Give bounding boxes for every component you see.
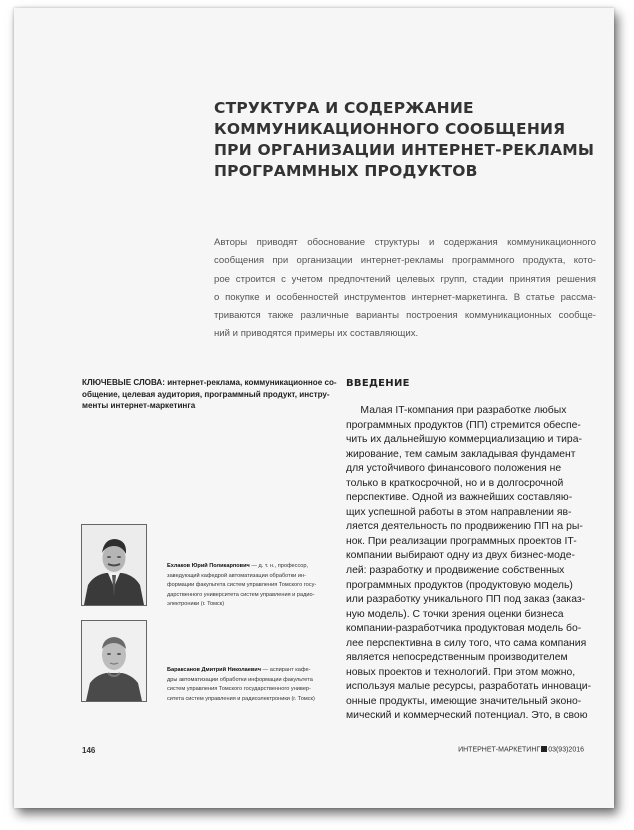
abstract-line: Авторы приводят обоснование структуры и содержания коммуникационного	[214, 237, 596, 248]
author-line: электроники (г. Томск)	[167, 601, 225, 608]
author-line	[167, 562, 337, 572]
body-line: онные продукты, имеющие значительный эконо-	[346, 695, 582, 707]
author-portrait-image	[82, 621, 146, 701]
body-line: ную модель). С точки зрения оценки бизнеса	[346, 608, 564, 620]
abstract-line: ний и приводятся примеры их составляющих.	[214, 328, 419, 340]
abstract-line: о покупке и особенностей инструментов интернет-маркетинга. В статье рассма-	[214, 291, 596, 303]
author-line: дарственного университета систем управления и радио-	[167, 591, 315, 598]
body-line: щих успешной работы в этом направлении яв-	[346, 506, 572, 518]
author-line: систем управления Томского государственного универ-	[167, 686, 311, 693]
body-line: перспективе. Одной из важнейших составляю-	[346, 492, 573, 504]
author-portrait-image	[82, 525, 146, 605]
author-photo-1	[81, 524, 147, 606]
square-separator-icon	[541, 746, 547, 752]
author-line	[167, 666, 337, 676]
keywords-line: КЛЮЧЕВЫЕ СЛОВА: интернет-реклама, коммуникационное со-	[82, 378, 337, 387]
article-abstract	[214, 234, 596, 344]
body-line: или разработку уникального ПП под заказ (заказ-	[346, 594, 586, 606]
body-line: компании выбирают одну из двух бизнес-моде-	[346, 550, 575, 562]
journal-issue: 03(93)2016	[548, 746, 584, 754]
body-line: программных продуктов (ПП) стремится обеспе-	[346, 419, 581, 431]
author-desc: — аспирант кафе-	[261, 667, 311, 673]
article-title	[214, 98, 594, 182]
author-info-1	[167, 562, 337, 610]
title-line: ПРИ ОРГАНИЗАЦИИ ИНТЕРНЕТ-РЕКЛАМЫ	[214, 141, 595, 159]
body-line: программных продуктов (продуктовую модель)	[346, 579, 573, 591]
abstract-line: сообщения при организации интернет-рекламы программного продукта, кото-	[214, 255, 596, 267]
abstract-line: рое строится с учетом предпочтений целевых групп, стадии принятия решения	[214, 273, 596, 285]
body-line: для устойчивого финансового положения не	[346, 463, 562, 475]
body-line: жирование, тем самым закладывая фундамент	[346, 448, 576, 460]
author-line: формации факультета систем управления Томского госу-	[167, 582, 317, 589]
author-info-2	[167, 666, 337, 704]
author-name: Бараксанов Дмитрий Николаевич	[167, 667, 261, 673]
body-line: используя малые ресурсы, разработать инноваци-	[346, 681, 592, 693]
author-desc: — д. т. н., профессор,	[249, 563, 309, 569]
section-heading: ВВЕДЕНИЕ	[346, 378, 410, 389]
author-photo-2	[81, 620, 147, 702]
title-line: СТРУКТУРА И СОДЕРЖАНИЕ	[214, 99, 474, 117]
author-line: заведующий кафедрой автоматизации обработки ин-	[167, 572, 306, 579]
journal-footer	[458, 746, 584, 754]
author-line: ситета систем управления и радиоэлектроники (г. Томск)	[167, 695, 315, 702]
body-line: только в краткосрочной, но и в долгосрочной	[346, 477, 564, 489]
body-line: лей: разработку и продвижение собственных	[346, 565, 565, 577]
title-line: КОММУНИКАЦИОННОГО СООБЩЕНИЯ	[214, 120, 566, 138]
keywords-line: менты интернет-маркетинга	[82, 401, 196, 411]
keywords-block	[82, 377, 337, 412]
body-line: чить их дальнейшую коммерциализацию и тира-	[346, 434, 582, 446]
body-line: нок. При реализации программных проектов IT-	[346, 535, 577, 547]
body-line: мический и коммерческий потенциал. Это, в свою	[346, 710, 588, 722]
author-line: дры автоматизации обработки информации факультета	[167, 676, 313, 683]
body-line: компании-разработчика продуктовая модель бо-	[346, 623, 582, 635]
journal-name: ИНТЕРНЕТ-МАРКЕТИНГ	[458, 746, 541, 754]
body-line: является непосредственным производителем	[346, 652, 568, 664]
author-name: Ехлаков Юрий Поликарпович	[167, 563, 250, 569]
keywords-line: общение, целевая аудитория, программный продукт, инстру-	[82, 389, 330, 399]
body-line: ляется деятельность по продвижению ПП на ры-	[346, 521, 583, 533]
body-line: новых проектов и технологий. При этом можно,	[346, 666, 576, 678]
abstract-line: триваются также различные варианты построения коммуникационных сообще-	[214, 310, 596, 322]
body-text	[346, 404, 596, 724]
page-number: 146	[82, 746, 96, 755]
body-line: лее перспективна в силу того, что сама компания	[346, 637, 587, 649]
title-line: ПРОГРАММНЫХ ПРОДУКТОВ	[214, 162, 478, 180]
body-line: Малая IT-компания при разработке любых	[346, 405, 567, 416]
journal-page	[14, 8, 614, 808]
